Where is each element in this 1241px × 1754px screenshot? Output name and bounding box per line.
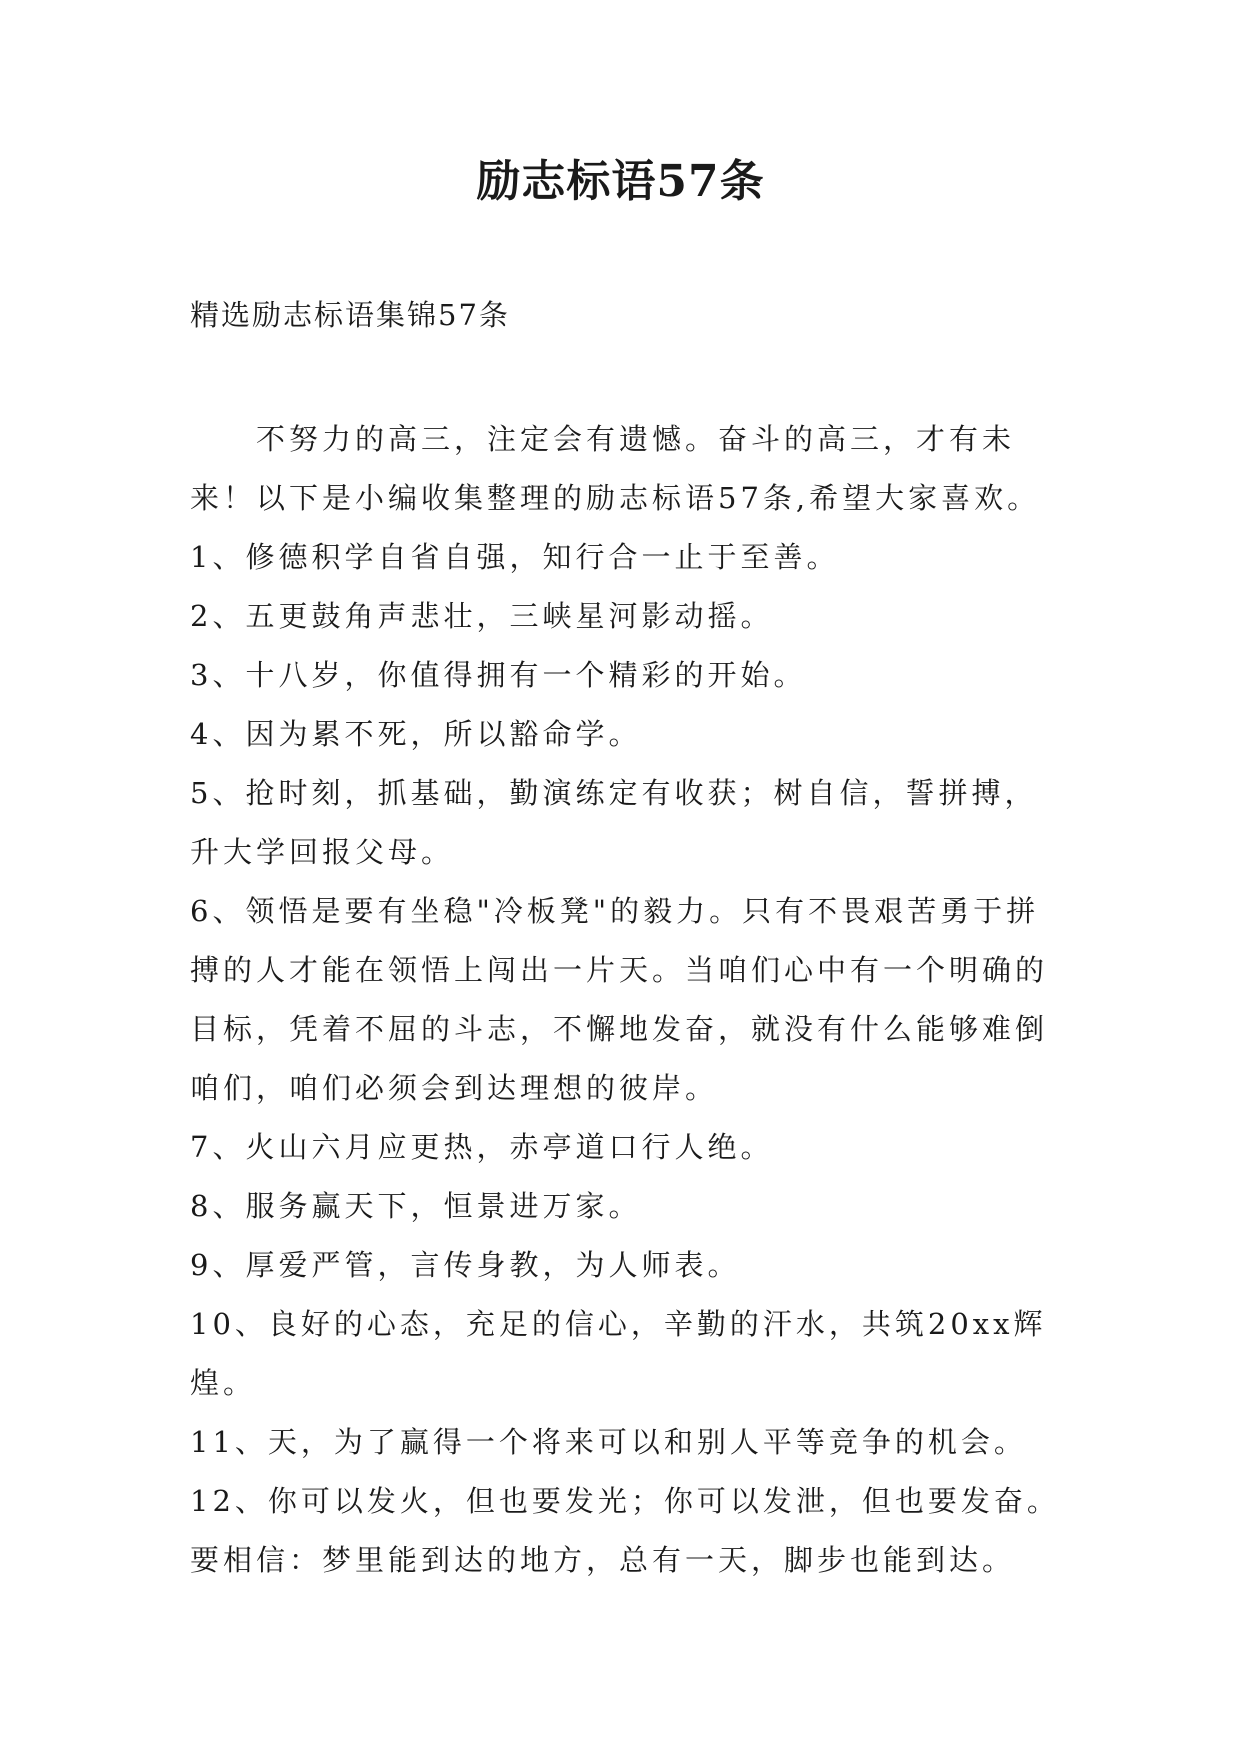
list-item: 5、抢时刻，抓基础，勤演练定有收获；树自信，誓拼搏，升大学回报父母。 [190,776,1038,869]
list-item: 6、领悟是要有坐稳"冷板凳"的毅力。只有不畏艰苦勇于拼搏的人才能在领悟上闯出一片天。当咱们心中有一个明确的目标，凭着不屈的斗志，不懈地发奋，就没有什么能够难倒咱们，咱们必须会到达理想的彼岸。 [190,894,1049,1105]
document-title: 励志标语57条 [476,156,765,207]
document-subtitle: 精选励志标语集锦57条 [190,298,510,332]
list-item: 12、你可以发火，但也要发光；你可以发泄，但也要发奋。要相信：梦里能到达的地方，总有一天，脚步也能到达。 [190,1484,1060,1577]
intro-paragraph: 不努力的高三，注定会有遗憾。奋斗的高三，才有未来！以下是小编收集整理的励志标语57条,希望大家喜欢。 [190,422,1041,515]
list-item: 8、服务赢天下，恒景进万家。 [190,1189,642,1223]
list-item: 4、因为累不死，所以豁命学。 [190,717,642,751]
document-body [190,410,1070,1590]
list-item: 2、五更鼓角声悲壮，三峡星河影动摇。 [190,599,774,633]
list-item: 3、十八岁，你值得拥有一个精彩的开始。 [190,658,807,692]
list-item: 10、良好的心态，充足的信心，辛勤的汗水，共筑20xx辉煌。 [190,1307,1047,1400]
list-item: 7、火山六月应更热，赤亭道口行人绝。 [190,1130,774,1164]
list-item: 11、天，为了赢得一个将来可以和别人平等竞争的机会。 [190,1425,1027,1459]
list-item: 1、修德积学自省自强，知行合一止于至善。 [190,540,840,574]
list-item: 9、厚爱严管，言传身教，为人师表。 [190,1248,741,1282]
